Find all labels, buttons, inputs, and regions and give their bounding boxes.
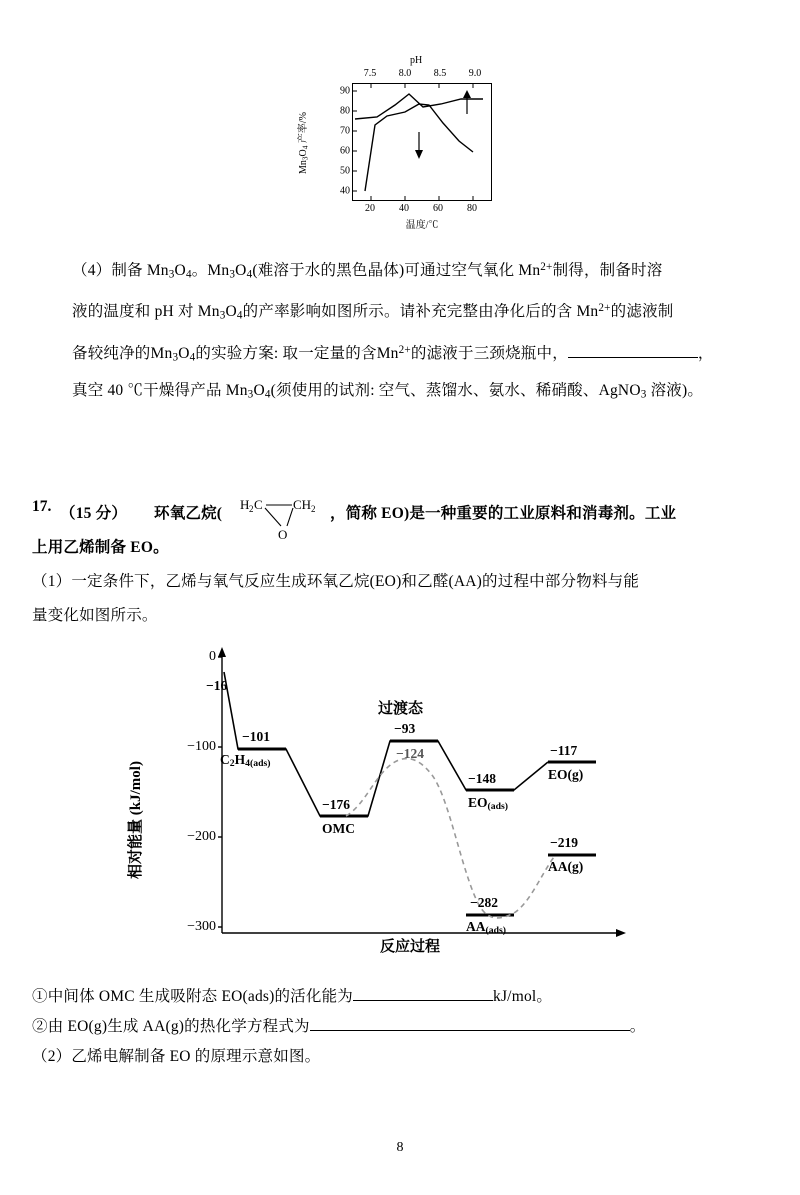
chart1-xtick-60: 60 — [433, 203, 443, 214]
chart1-ph-tick-4: 9.0 — [468, 68, 482, 79]
chart2-label-eoads-value: −148 — [468, 771, 496, 786]
chart2-label-omc-species: OMC — [322, 821, 355, 836]
q16-line3-d: ， — [697, 344, 714, 362]
q16-line3-c: 的滤液于三颈烧瓶中， — [410, 344, 568, 362]
chart1-ph-tick-3: 8.5 — [433, 68, 447, 79]
chart2-x-axis-label: 反应过程 — [380, 939, 441, 955]
chart2-ytick-100: −100 — [187, 739, 216, 754]
chart1-ylabel-mn: Mn — [298, 160, 309, 174]
chart1-svg — [353, 84, 491, 200]
q17-stem-a: 环氧乙烷( — [154, 505, 223, 522]
chart2-ytick-0: 0 — [209, 649, 216, 664]
chart-energy-profile — [128, 645, 670, 975]
chart1-arrow-down — [415, 132, 423, 159]
chart1-ytick-60: 60 — [340, 145, 350, 157]
q16-line4-a: 真空 40 ℃干燥得产品 Mn — [72, 382, 248, 400]
chart2-y-axis-label: 相对能量 (kJ/mol) — [128, 761, 144, 879]
q16-line1-b: 。Mn — [191, 262, 230, 280]
chart-mn3o4-yield — [300, 55, 515, 230]
chart2-eoads-sub: (ads) — [487, 801, 509, 813]
q17-item1 — [32, 980, 552, 1014]
q17-sub1-line1: （1）一定条件下，乙烯与氧气反应生成环氧乙烷(EO)和乙醛(AA)的过程中部分物料与能 — [32, 573, 640, 590]
q16-part4-paragraph: （4）制备 $Mn_3O_4$。$Mn_3O_4$(难溶于水的黑色晶体)可通过空气氧化 $Mn^{2+}$制得，制备时溶 液的温度和 pH 对 $Mn_3O_4$的产率影响如图所示。请补充完整由净化后的含 $Mn^{2+}$的滤液制 备较纯净的$Mn_3O_4$的实验方案: 取一定量的含$Mn^{2+}$的滤液于三颈烧瓶中， ， 真空 40 ℃干燥得产品 $Mn_3O_4$(须使用的试剂: 空气、蒸馏水、氨水、稀硝酸、AgNO$_3$ 溶液)。 — [72, 261, 714, 401]
chart2-c2h4-c: C — [220, 752, 230, 767]
chart2-label-aaads-species — [466, 919, 506, 936]
q17-item2-blank[interactable] — [310, 1015, 630, 1031]
q17-item2 — [32, 1010, 645, 1044]
chart2-label-aaads-value: −282 — [470, 895, 498, 910]
epoxide-svg — [238, 495, 330, 541]
chart2-label-124: −124 — [396, 746, 424, 761]
q17-sub1-line2: 量变化如图所示。 — [32, 607, 158, 624]
q17-number: 17. — [32, 498, 52, 515]
epoxide-ch2-label: CH — [293, 497, 312, 512]
chart2-svg — [150, 645, 670, 955]
chart2-label-omc-value: −176 — [322, 797, 350, 812]
q17-item2-text-b: 。 — [629, 1018, 646, 1035]
chart1-ylabel-o: O — [298, 149, 309, 157]
q17-item1-text-a: ①中间体 OMC 生成吸附态 EO(ads)的活化能为 — [32, 988, 353, 1005]
epoxide-c-left: C — [254, 497, 263, 512]
chart2-c2h4-2: 2 — [229, 758, 235, 770]
chart1-plot-area — [352, 83, 492, 201]
chart1-ph-tick-2: 8.0 — [398, 68, 412, 79]
chart1-y-axis-label — [294, 87, 310, 199]
chart2-c2h4-4ads: 4(ads) — [245, 758, 271, 770]
q17-item1-blank[interactable] — [353, 985, 493, 1001]
chart1-ytick-40: 40 — [340, 185, 350, 197]
q17-score: （15 分） — [60, 505, 128, 522]
epoxide-ch2-sub: 2 — [311, 504, 316, 514]
chart2-label-transition-state: 过渡态 — [378, 701, 424, 717]
chart1-ph-ticks — [352, 68, 492, 81]
chart2-label-eog-species: EO(g) — [548, 767, 584, 782]
chart1-ytick-90: 90 — [340, 85, 350, 97]
chart1-arrow-up — [463, 90, 471, 114]
q16-line2-a: 液的温度和 pH 对 Mn — [72, 303, 220, 321]
q17-stem-c: 上用乙烯制备 EO。 — [32, 539, 169, 556]
chart1-xtick-80: 80 — [467, 203, 477, 214]
q16-line3-b: 的实验方案: 取一定量的含Mn — [195, 344, 399, 362]
chart1-ylabel-3: 3 — [301, 156, 310, 161]
chart1-ytick-70: 70 — [340, 125, 350, 137]
epoxide-h2c-label: H — [240, 497, 250, 512]
chart1-ytick-80: 80 — [340, 105, 350, 117]
q17-stem-b: ，简称 EO)是一种重要的工业原料和消毒剂。工业 — [330, 505, 677, 522]
chart1-y-ticks — [324, 83, 350, 201]
chart2-ytick-200: −200 — [187, 829, 216, 844]
chart2-aaads-sub: (ads) — [485, 925, 507, 937]
epoxide-structure-diagram — [238, 495, 328, 539]
q16-line1-d: 制得，制备时溶 — [552, 262, 663, 280]
chart2-label-eoads-species — [468, 795, 508, 812]
chart2-label-start-value: −16 — [206, 678, 228, 693]
q16-line1-a: （4）制备 Mn — [72, 262, 169, 280]
q17-sub2: （2）乙烯电解制备 EO 的原理示意如图。 — [32, 1048, 321, 1065]
chart1-ylabel-rest: 产率/% — [298, 112, 309, 146]
chart1-xtick-20: 20 — [365, 203, 375, 214]
q16-line3-a: 备较纯净的Mn — [72, 344, 173, 362]
chart1-ph-tick-1: 7.5 — [363, 68, 377, 79]
chart1-ylabel-4: 4 — [301, 145, 310, 150]
q17-item1-text-b: kJ/mol。 — [493, 988, 553, 1005]
chart1-x-ticks — [352, 203, 492, 217]
chart2-c2h4-h: H — [234, 752, 246, 767]
q16-answer-blank-1[interactable] — [568, 342, 698, 358]
chart1-ph-axis-label: pH — [410, 55, 423, 66]
q16-line2-b: 的产率影响如图所示。请补充完整由净化后的含 Mn — [242, 303, 599, 321]
page-number: 8 — [396, 1140, 404, 1155]
q16-line4-b: (须使用的试剂: 空气、蒸馏水、氨水、稀硝酸、AgNO — [270, 382, 641, 400]
chart2-label-c2h4-species — [220, 752, 271, 769]
q16-line1-c: (难溶于水的黑色晶体)可通过空气氧化 Mn — [252, 262, 541, 280]
q17-item2-text-a: ②由 EO(g)生成 AA(g)的热化学方程式为 — [32, 1018, 310, 1035]
chart2-label-eog-value: −117 — [550, 743, 578, 758]
chart2-label-c2h4-value: −101 — [242, 729, 270, 744]
chart2-label-93: −93 — [394, 721, 416, 736]
chart2-eoads-main: EO — [468, 795, 488, 810]
chart2-label-aag-value: −219 — [550, 835, 578, 850]
q16-line2-c: 的滤液制 — [610, 303, 674, 321]
chart1-xtick-40: 40 — [399, 203, 409, 214]
epoxide-o-label: O — [278, 527, 288, 541]
chart1-ytick-50: 50 — [340, 165, 350, 177]
chart2-aaads-main: AA — [466, 919, 486, 934]
q16-line4-c: 溶液)。 — [646, 382, 704, 400]
chart2-ytick-300: −300 — [187, 919, 216, 934]
chart2-label-aag-species: AA(g) — [548, 859, 584, 874]
epoxide-h2c-sub: 2 — [249, 504, 254, 514]
chart1-x-axis-label: 温度/℃ — [405, 220, 439, 231]
